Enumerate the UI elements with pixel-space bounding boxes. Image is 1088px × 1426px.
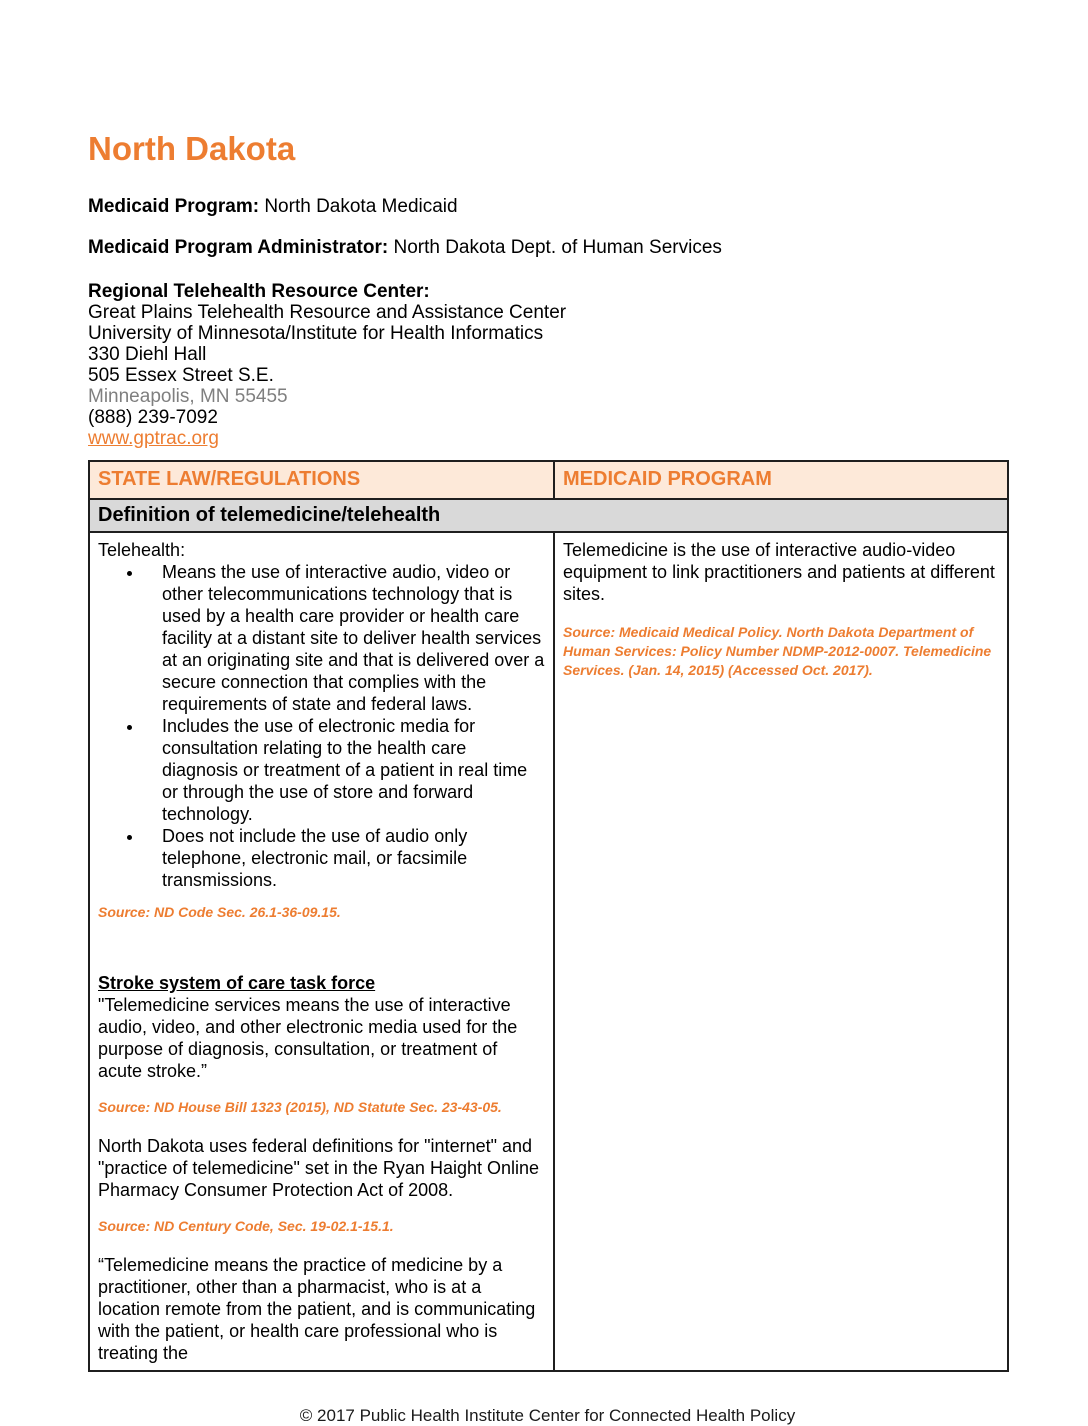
- resource-center-city: Minneapolis, MN 55455: [88, 386, 288, 407]
- stroke-definition-text: "Telemedicine services means the use of interactive audio, video, and other electronic media used for the purpose of diagnosis, consultation, or treatment of acute stroke.”: [98, 995, 518, 1081]
- medicaid-program-line: [88, 196, 1007, 217]
- telemedicine-practice-text: “Telemedicine means the practice of medicine by a practitioner, other than a pharmacist, who is at a location remote from the patient, and is communicating with the patient, or health care professional who is treating the: [98, 1255, 536, 1363]
- content-row: [89, 532, 1008, 1371]
- resource-center-phone: (888) 239-7092: [88, 407, 218, 428]
- page-footer: © 2017 Public Health Institute Center for Connected Health Policy: [299, 1406, 796, 1425]
- policy-table: [88, 460, 1009, 1372]
- medicaid-definition-text: Telemedicine is the use of interactive audio-video equipment to link practitioners and patients at different sites.: [563, 540, 995, 604]
- administrator-line: [88, 237, 1007, 258]
- list-item: • Does not include the use of audio only telephone, electronic mail, or facsimile transmissions.: [144, 825, 545, 891]
- source-citation-house-bill: Source: ND House Bill 1323 (2015), ND Statute Sec. 23-43-05.: [98, 1099, 502, 1115]
- resource-center-name: Great Plains Telehealth Resource and Assistance Center: [88, 302, 567, 323]
- administrator-value: North Dakota Dept. of Human Services: [393, 237, 722, 258]
- resource-center-block: [88, 281, 1007, 449]
- resource-center-address-1: 330 Diehl Hall: [88, 344, 207, 365]
- column-header-medicaid: MEDICAID PROGRAM: [554, 461, 1008, 499]
- gptrac-website-link[interactable]: www.gptrac.org: [88, 428, 219, 449]
- column-header-state-law: STATE LAW/REGULATIONS: [89, 461, 554, 499]
- administrator-label: Medicaid Program Administrator:: [88, 237, 389, 258]
- source-citation-nd-code: Source: ND Code Sec. 26.1-36-09.15.: [98, 904, 341, 920]
- resource-center-org: University of Minnesota/Institute for Health Informatics: [88, 323, 544, 344]
- federal-definitions-text: North Dakota uses federal definitions for "internet" and "practice of telemedicine" set in the Ryan Haight Online Pharmacy Consumer Protection Act of 2008.: [98, 1136, 540, 1200]
- section-header-row: [89, 499, 1008, 532]
- resource-center-label: Regional Telehealth Resource Center:: [88, 281, 430, 302]
- medicaid-program-label: Medicaid Program:: [88, 196, 260, 217]
- resource-center-address-2: 505 Essex Street S.E.: [88, 365, 274, 386]
- state-law-cell: [89, 532, 554, 1371]
- source-citation-century-code: Source: ND Century Code, Sec. 19-02.1-15.1.: [98, 1218, 394, 1234]
- section-header-definition: Definition of telemedicine/telehealth: [89, 499, 1008, 532]
- telehealth-intro: Telehealth:: [98, 540, 186, 560]
- telehealth-definition-list: [98, 561, 545, 891]
- page-title: North Dakota: [88, 130, 296, 167]
- source-citation-medicaid-policy: Source: Medicaid Medical Policy. North Dakota Department of Human Services: Policy Number NDMP-2012-0007. Telemedicine Services. (Jan. 14, 2015) (Accessed Oct. 2017).: [563, 624, 992, 678]
- medicaid-program-cell: [554, 532, 1008, 1371]
- list-item: • Includes the use of electronic media for consultation relating to the health care diagnosis or treatment of a patient in real time or through the use of store and forward technology.: [144, 715, 545, 825]
- table-header-row: [89, 461, 1008, 499]
- list-item: • Means the use of interactive audio, video or other telecommunications technology that is used by a health care provider or health care facility at a distant site to deliver health services at an originating site and that is delivered over a secure connection that complies with the requirements of state and federal laws.: [144, 561, 545, 715]
- stroke-task-force-heading: Stroke system of care task force: [98, 973, 376, 993]
- medicaid-program-value: North Dakota Medicaid: [264, 196, 458, 217]
